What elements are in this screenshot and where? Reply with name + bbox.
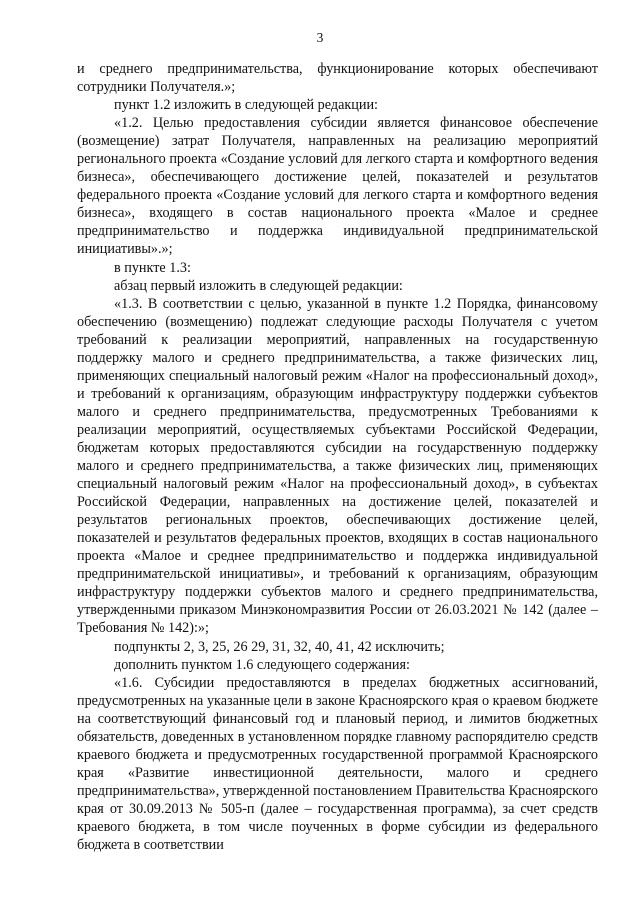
page-number: 3 — [316, 30, 324, 45]
paragraph: «1.6. Субсидии предоставляются в пределах бюджетных ассигнований, предусмотренных на указанные цели в законе Красноярского края о краевом бюджете на соответствующий финансовый год и плановый период, и лимитов бюджетных обязательств, доведенных в установленном порядке главному распорядителю средств краевого бюджета и предусмотренных государственной программой Красноярского края «Развитие инвестиционной деятельности, малого и среднего предпринимательства», утвержденной постановлением Правительства Красноярского края от 30.09.2013 № 505-п (далее – государственная программа), за счет средств краевого бюджета, в том числе поученных в форме субсидии из федерального бюджета в соответствии — [77, 674, 598, 854]
paragraph: дополнить пунктом 1.6 следующего содержания: — [114, 656, 410, 673]
paragraph: «1.3. В соответствии с целью, указанной в пункте 1.2 Порядка, финансовому обеспечению (возмещению) подлежат следующие расходы Получателя с учетом требований к реализации мероприятий, направленных на государственную поддержку малого и среднего предпринимательства, а также физических лиц, применяющих специальный налоговый режим «Налог на профессиональный доход», и требований к организациям, образующим инфраструктуру поддержки субъектов малого и среднего предпринимательства, предусмотренных Требованиями к реализации мероприятий, осуществляемых субъектами Российской Федерации, бюджетам которых предоставляются субсидии на государственную поддержку малого и среднего предпринимательства, а также физических лиц, применяющих специальный налоговый режим «Налог на профессиональный доход», в субъектах Российской Федерации, направленных на достижение целей, показателей и результатов региональных проектов, обеспечивающих достижение целей, показателей и результатов федеральных проектов, входящих в состав национального проекта «Малое и среднее предпринимательство и поддержка индивидуальной предпринимательской инициативы», и требований к организациям, образующим инфраструктуру поддержки субъектов малого и среднего предпринимательства, утвержденными приказом Минэкономразвития России от 26.03.2021 № 142 (далее – Требования № 142):»; — [77, 295, 598, 637]
paragraph: в пункте 1.3: — [114, 259, 191, 276]
paragraph: пункт 1.2 изложить в следующей редакции: — [114, 97, 378, 114]
paragraph: абзац первый изложить в следующей редакции: — [114, 277, 403, 294]
paragraph: «1.2. Целью предоставления субсидии является финансовое обеспечение (возмещение) затрат Получателя, направленных на реализацию мероприятий регионального проекта «Создание условий для легкого старта и комфортного ведения бизнеса», обеспечивающего достижение целей, показателей и результатов федерального проекта «Создание условий для легкого старта и комфортного ведения бизнеса», входящего в состав национального проекта «Малое и среднее предпринимательство и поддержка индивидуальной предпринимательской инициативы».»; — [77, 115, 598, 258]
document-body — [77, 60, 598, 854]
paragraph: подпункты 2, 3, 25, 26 29, 31, 32, 40, 41, 42 исключить; — [114, 638, 445, 655]
paragraph: и среднего предпринимательства, функционирование которых обеспечивают сотрудники Получателя.»; — [77, 61, 598, 96]
